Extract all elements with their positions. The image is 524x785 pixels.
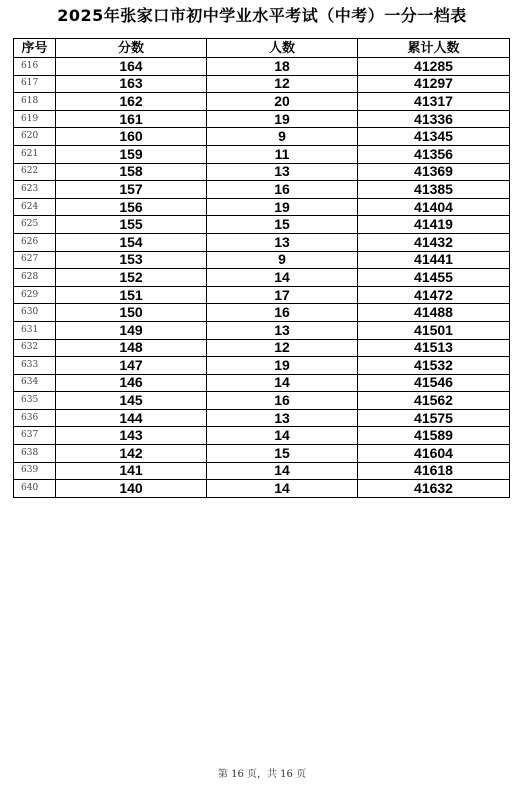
cell-cumulative: 41632 — [358, 480, 510, 498]
cell-cumulative: 41513 — [358, 339, 510, 357]
cell-score: 161 — [56, 110, 207, 128]
cell-score: 141 — [56, 462, 207, 480]
cell-seq: 620 — [14, 128, 56, 146]
cell-seq: 633 — [14, 357, 56, 375]
table-row — [14, 198, 510, 216]
table-row — [14, 374, 510, 392]
cell-cumulative: 41618 — [358, 462, 510, 480]
cell-cumulative: 41297 — [358, 75, 510, 93]
cell-seq: 621 — [14, 145, 56, 163]
cell-cumulative: 41385 — [358, 181, 510, 199]
cell-seq: 619 — [14, 110, 56, 128]
cell-cumulative: 41345 — [358, 128, 510, 146]
cell-score: 157 — [56, 181, 207, 199]
cell-score: 151 — [56, 286, 207, 304]
cell-seq: 636 — [14, 409, 56, 427]
cell-score: 145 — [56, 392, 207, 410]
table-row — [14, 75, 510, 93]
cell-count: 19 — [207, 357, 358, 375]
score-distribution-table — [13, 38, 510, 498]
table-row — [14, 145, 510, 163]
cell-cumulative: 41317 — [358, 93, 510, 111]
cell-score: 158 — [56, 163, 207, 181]
cell-seq: 618 — [14, 93, 56, 111]
cell-score: 143 — [56, 427, 207, 445]
cell-score: 159 — [56, 145, 207, 163]
cell-score: 149 — [56, 321, 207, 339]
cell-cumulative: 41546 — [358, 374, 510, 392]
table-row — [14, 304, 510, 322]
cell-seq: 624 — [14, 198, 56, 216]
cell-seq: 626 — [14, 233, 56, 251]
table-row — [14, 251, 510, 269]
cell-seq: 639 — [14, 462, 56, 480]
table-row — [14, 409, 510, 427]
cell-count: 13 — [207, 233, 358, 251]
cell-seq: 634 — [14, 374, 56, 392]
header-score: 分数 — [56, 39, 207, 58]
table-row — [14, 163, 510, 181]
cell-score: 150 — [56, 304, 207, 322]
cell-seq: 637 — [14, 427, 56, 445]
cell-cumulative: 41562 — [358, 392, 510, 410]
cell-score: 162 — [56, 93, 207, 111]
cell-cumulative: 41285 — [358, 58, 510, 76]
cell-count: 14 — [207, 269, 358, 287]
cell-cumulative: 41501 — [358, 321, 510, 339]
cell-score: 155 — [56, 216, 207, 234]
table-header-row — [14, 39, 510, 58]
page-title: 2025年张家口市初中学业水平考试（中考）一分一档表 — [57, 6, 467, 25]
cell-count: 13 — [207, 321, 358, 339]
cell-count: 12 — [207, 75, 358, 93]
cell-seq: 638 — [14, 445, 56, 463]
table-row — [14, 181, 510, 199]
cell-score: 154 — [56, 233, 207, 251]
table-row — [14, 357, 510, 375]
header-cumulative: 累计人数 — [358, 39, 510, 58]
cell-score: 152 — [56, 269, 207, 287]
table-row — [14, 58, 510, 76]
cell-seq: 635 — [14, 392, 56, 410]
cell-count: 13 — [207, 409, 358, 427]
table-row — [14, 392, 510, 410]
cell-count: 13 — [207, 163, 358, 181]
cell-score: 163 — [56, 75, 207, 93]
cell-cumulative: 41336 — [358, 110, 510, 128]
cell-score: 142 — [56, 445, 207, 463]
cell-seq: 625 — [14, 216, 56, 234]
cell-seq: 623 — [14, 181, 56, 199]
cell-count: 16 — [207, 181, 358, 199]
cell-count: 15 — [207, 445, 358, 463]
cell-seq: 617 — [14, 75, 56, 93]
cell-count: 9 — [207, 251, 358, 269]
table-row — [14, 110, 510, 128]
cell-count: 14 — [207, 427, 358, 445]
cell-count: 19 — [207, 110, 358, 128]
cell-score: 146 — [56, 374, 207, 392]
cell-count: 15 — [207, 216, 358, 234]
cell-seq: 616 — [14, 58, 56, 76]
cell-score: 153 — [56, 251, 207, 269]
cell-count: 18 — [207, 58, 358, 76]
cell-seq: 640 — [14, 480, 56, 498]
cell-seq: 628 — [14, 269, 56, 287]
cell-cumulative: 41532 — [358, 357, 510, 375]
cell-cumulative: 41369 — [358, 163, 510, 181]
cell-cumulative: 41575 — [358, 409, 510, 427]
cell-cumulative: 41455 — [358, 269, 510, 287]
table-row — [14, 286, 510, 304]
cell-cumulative: 41488 — [358, 304, 510, 322]
cell-count: 9 — [207, 128, 358, 146]
table-row — [14, 233, 510, 251]
cell-count: 11 — [207, 145, 358, 163]
table-row — [14, 427, 510, 445]
table-row — [14, 339, 510, 357]
cell-seq: 622 — [14, 163, 56, 181]
cell-seq: 627 — [14, 251, 56, 269]
cell-count: 16 — [207, 304, 358, 322]
table-row — [14, 269, 510, 287]
page-footer: 第 16 页，共 16 页 — [217, 769, 307, 780]
cell-cumulative: 41472 — [358, 286, 510, 304]
cell-score: 140 — [56, 480, 207, 498]
header-seq: 序号 — [14, 39, 56, 58]
cell-count: 14 — [207, 462, 358, 480]
cell-score: 148 — [56, 339, 207, 357]
cell-count: 20 — [207, 93, 358, 111]
cell-cumulative: 41404 — [358, 198, 510, 216]
table-row — [14, 445, 510, 463]
cell-count: 12 — [207, 339, 358, 357]
cell-seq: 630 — [14, 304, 56, 322]
cell-seq: 631 — [14, 321, 56, 339]
cell-cumulative: 41604 — [358, 445, 510, 463]
cell-count: 14 — [207, 374, 358, 392]
table-row — [14, 216, 510, 234]
cell-count: 16 — [207, 392, 358, 410]
cell-count: 19 — [207, 198, 358, 216]
cell-score: 160 — [56, 128, 207, 146]
cell-count: 17 — [207, 286, 358, 304]
table-row — [14, 93, 510, 111]
cell-score: 164 — [56, 58, 207, 76]
cell-count: 14 — [207, 480, 358, 498]
cell-seq: 632 — [14, 339, 56, 357]
cell-score: 144 — [56, 409, 207, 427]
table-row — [14, 480, 510, 498]
header-count: 人数 — [207, 39, 358, 58]
cell-cumulative: 41441 — [358, 251, 510, 269]
cell-score: 156 — [56, 198, 207, 216]
cell-cumulative: 41356 — [358, 145, 510, 163]
cell-score: 147 — [56, 357, 207, 375]
cell-cumulative: 41419 — [358, 216, 510, 234]
table-row — [14, 321, 510, 339]
table-body — [14, 58, 510, 498]
cell-cumulative: 41432 — [358, 233, 510, 251]
cell-seq: 629 — [14, 286, 56, 304]
table-row — [14, 462, 510, 480]
table-row — [14, 128, 510, 146]
cell-cumulative: 41589 — [358, 427, 510, 445]
